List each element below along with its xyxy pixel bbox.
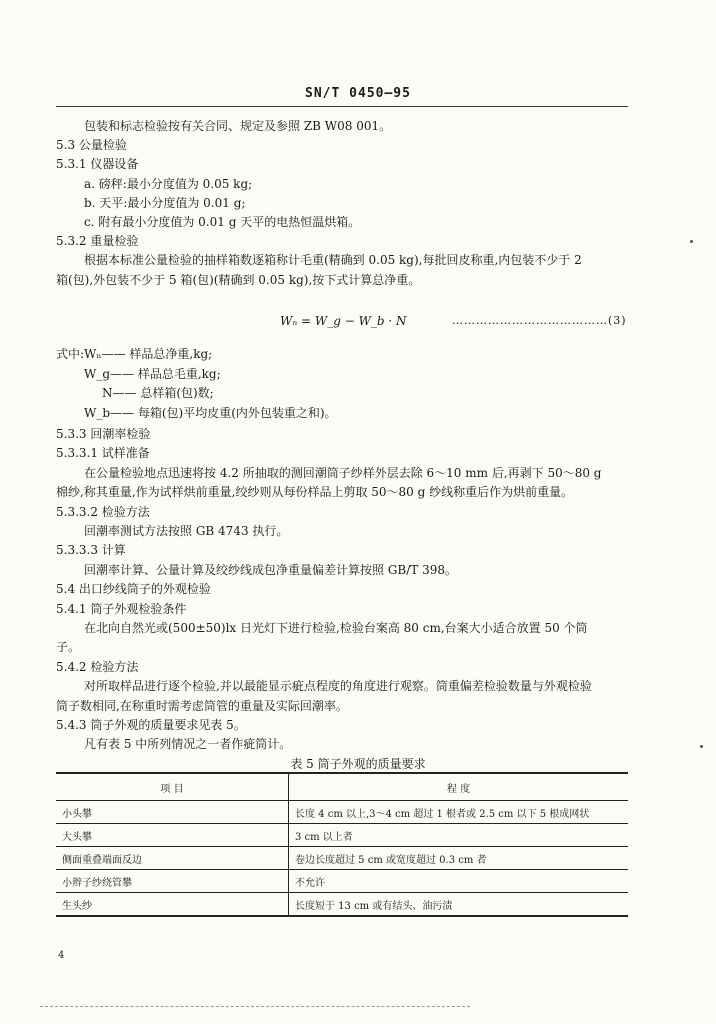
cell-degree: 3 cm 以上者	[289, 824, 629, 847]
cell-degree: 不允许	[289, 870, 629, 893]
cell-item: 生头纱	[56, 893, 289, 917]
table-row	[56, 893, 628, 917]
text-line: b. 天平:最小分度值为 0.01 g;	[84, 195, 246, 210]
header-item: 项 目	[56, 773, 289, 801]
cell-item: 大头攀	[56, 824, 289, 847]
table-row	[56, 824, 628, 847]
formula-number: …………………………………(3)	[452, 314, 627, 327]
table-row	[56, 847, 628, 870]
text-line: 5.3.3.1 试样准备	[56, 446, 150, 461]
scan-artifact-line	[40, 1006, 470, 1008]
quality-table	[56, 772, 628, 917]
text-line: a. 磅秤:最小分度值为 0.05 kg;	[84, 176, 253, 191]
scan-speck	[690, 240, 693, 243]
cell-degree: 长度短于 13 cm 或有结头、油污渍	[289, 893, 629, 917]
text-line: 箱(包),外包装不少于 5 箱(包)(精确到 0.05 kg),按下式计算总净重。	[56, 272, 421, 287]
text-line: 5.3.3 回潮率检验	[56, 427, 151, 441]
text-line: 回潮率测试方法按照 GB 4743 执行。	[84, 524, 289, 538]
scan-speck	[700, 745, 703, 748]
cell-item: 侧面重叠端面反边	[56, 847, 289, 870]
text-line: 回潮率计算、公量计算及绞纱线成包净重量偏差计算按照 GB/T 398。	[84, 562, 457, 577]
table-caption: 表 5 筒子外观的质量要求	[290, 757, 426, 771]
text-line: 5.3.2 重量检验	[56, 234, 139, 249]
text-line: 5.4.1 筒子外观检验条件	[56, 601, 187, 616]
cell-degree: 长度 4 cm 以上,3～4 cm 超过 1 根者或 2.5 cm 以下 5 根成网状	[289, 801, 629, 824]
text-line: 在公量检验地点迅速将按 4.2 所抽取的测回潮筒子纱样外层去除 6～10 mm 后,再剥下 50～80 g	[84, 465, 602, 480]
cell-item: 小头攀	[56, 801, 289, 824]
text-line: 5.4 出口纱线筒子的外观检验	[56, 582, 211, 597]
text-line: 凡有表 5 中所列情况之一者作疵筒计。	[84, 737, 292, 752]
text-line: 式中:Wₙ—— 样品总净重,kg;	[56, 347, 213, 361]
text-line: 5.3 公量检验	[56, 138, 127, 153]
text-line: 5.3.3.2 检验方法	[56, 504, 150, 519]
table-row	[56, 801, 628, 824]
text-line: 5.3.1 仪器设备	[56, 157, 139, 172]
text-line: 棉纱,称其重量,作为试样烘前重量,绞纱则从每份样品上剪取 50～80 g 纱线称重后作为烘前重量。	[56, 485, 574, 500]
page-number: 4	[58, 950, 65, 961]
formula: Wₙ = W_g − W_b · N	[280, 314, 407, 328]
text-line: W_b—— 每箱(包)平均皮重(内外包装重之和)。	[84, 405, 337, 420]
text-line: N—— 总样箱(包)数;	[102, 386, 214, 400]
text-line: 根据本标准公量检验的抽样箱数逐箱称计毛重(精确到 0.05 kg),每批回皮称重,内包装不少于 2	[84, 253, 582, 268]
text-line: 5.4.3 筒子外观的质量要求见表 5。	[56, 718, 246, 732]
text-line: 在北向自然光或(500±50)lx 日光灯下进行检验,检验台案高 80 cm,台案大小适合放置 50 个筒	[84, 621, 588, 635]
text-line: 5.3.3.3 计算	[56, 543, 126, 558]
text-line: 包装和标志检验按有关合同、规定及参照 ZB W08 001。	[84, 119, 392, 133]
cell-degree: 卷边长度超过 5 cm 或宽度超过 0.3 cm 者	[289, 847, 629, 870]
text-line: c. 附有最小分度值为 0.01 g 天平的电热恒温烘箱。	[84, 215, 361, 229]
text-line: 筒子数相同,在称重时需考虑筒管的重量及实际回潮率。	[56, 698, 348, 713]
table-row	[56, 870, 628, 893]
text-line: 对所取样品进行逐个检验,并以最能显示疵点程度的角度进行观察。筒重偏差检验数量与外观检验	[84, 679, 592, 694]
text-line: 子。	[56, 640, 81, 655]
table-header-row	[56, 773, 628, 801]
standard-header: SN/T 0450—95	[305, 86, 411, 101]
text-line: 5.4.2 检验方法	[56, 659, 139, 674]
header-degree: 程 度	[289, 773, 629, 801]
cell-item: 小辫子纱绕管攀	[56, 870, 289, 893]
header-rule	[56, 106, 628, 107]
text-line: W_g—— 样品总毛重,kg;	[84, 366, 221, 381]
